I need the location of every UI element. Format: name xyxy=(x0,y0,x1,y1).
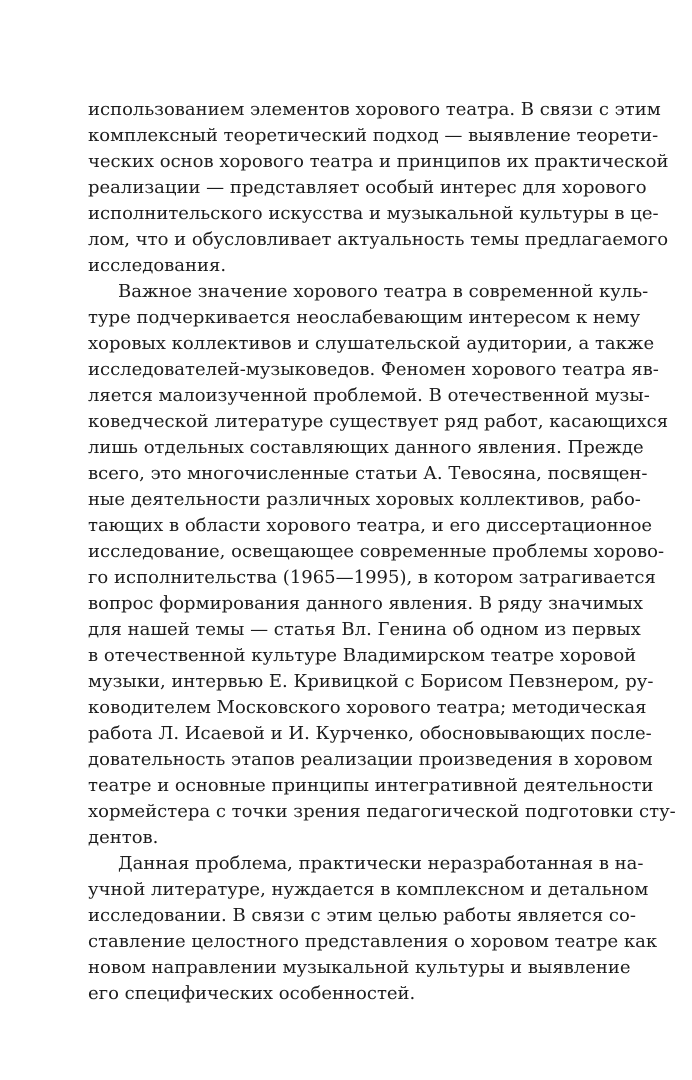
text-line: работа Л. Исаевой и И. Курченко, обосновывающих после- xyxy=(88,723,652,744)
text-line: ляется малоизученной проблемой. В отечественной музы- xyxy=(88,385,650,406)
text-line: исследовании. В связи с этим целью работы является со- xyxy=(88,905,636,926)
text-line: Данная проблема, практически неразработанная в на- xyxy=(118,853,644,874)
text-line: комплексный теоретический подход — выявление теорети- xyxy=(88,125,659,146)
text-line: Важное значение хорового театра в современной куль- xyxy=(118,281,649,302)
text-line: исследователей-музыковедов. Феномен хорового театра яв- xyxy=(88,359,659,380)
text-line: новом направлении музыкальной культуры и выявление xyxy=(88,957,631,978)
text-line: театре и основные принципы интегративной деятельности xyxy=(88,775,654,796)
text-line: ководителем Московского хорового театра; методическая xyxy=(88,697,647,718)
text-line: ные деятельности различных хоровых коллективов, рабо- xyxy=(88,489,641,510)
text-line: ческих основ хорового театра и принципов их практической xyxy=(88,151,669,172)
text-line: тающих в области хорового театра, и его диссертационное xyxy=(88,515,653,536)
text-line: его специфических особенностей. xyxy=(88,983,416,1004)
text-line: хоровых коллективов и слушательской аудитории, а также xyxy=(88,333,655,354)
text-line: туре подчеркивается неослабевающим интересом к нему xyxy=(88,307,641,328)
text-line: вопрос формирования данного явления. В ряду значимых xyxy=(88,593,644,614)
text-line: коведческой литературе существует ряд работ, касающихся xyxy=(88,411,669,432)
text-line: дентов. xyxy=(88,827,159,848)
text-line: всего, это многочисленные статьи А. Тевосяна, посвящен- xyxy=(88,463,648,484)
text-line: использованием элементов хорового театра. В связи с этим xyxy=(88,99,661,120)
text-line: исследование, освещающее современные проблемы хорово- xyxy=(88,541,665,562)
text-line: ставление целостного представления о хоровом театре как xyxy=(88,931,658,952)
text-line: го исполнительства (1965—1995), в котором затрагивается xyxy=(88,567,656,588)
text-line: в отечественной культуре Владимирском театре хоровой xyxy=(88,645,637,666)
text-line: учной литературе, нуждается в комплексном и детальном xyxy=(88,879,649,900)
text-line: лом, что и обусловливает актуальность темы предлагаемого xyxy=(88,229,669,250)
text-line: для нашей темы — статья Вл. Генина об одном из первых xyxy=(88,619,641,640)
text-line: исследования. xyxy=(88,255,227,276)
text-line: хормейстера с точки зрения педагогической подготовки сту- xyxy=(88,801,676,822)
text-line: исполнительского искусства и музыкальной культуры в це- xyxy=(88,203,659,224)
text-line: музыки, интервью Е. Кривицкой с Борисом Певзнером, ру- xyxy=(88,671,654,692)
text-line: реализации — представляет особый интерес для хорового xyxy=(88,177,647,198)
text-line: лишь отдельных составляющих данного явления. Прежде xyxy=(88,437,644,458)
text-line: довательность этапов реализации произведения в хоровом xyxy=(88,749,653,770)
